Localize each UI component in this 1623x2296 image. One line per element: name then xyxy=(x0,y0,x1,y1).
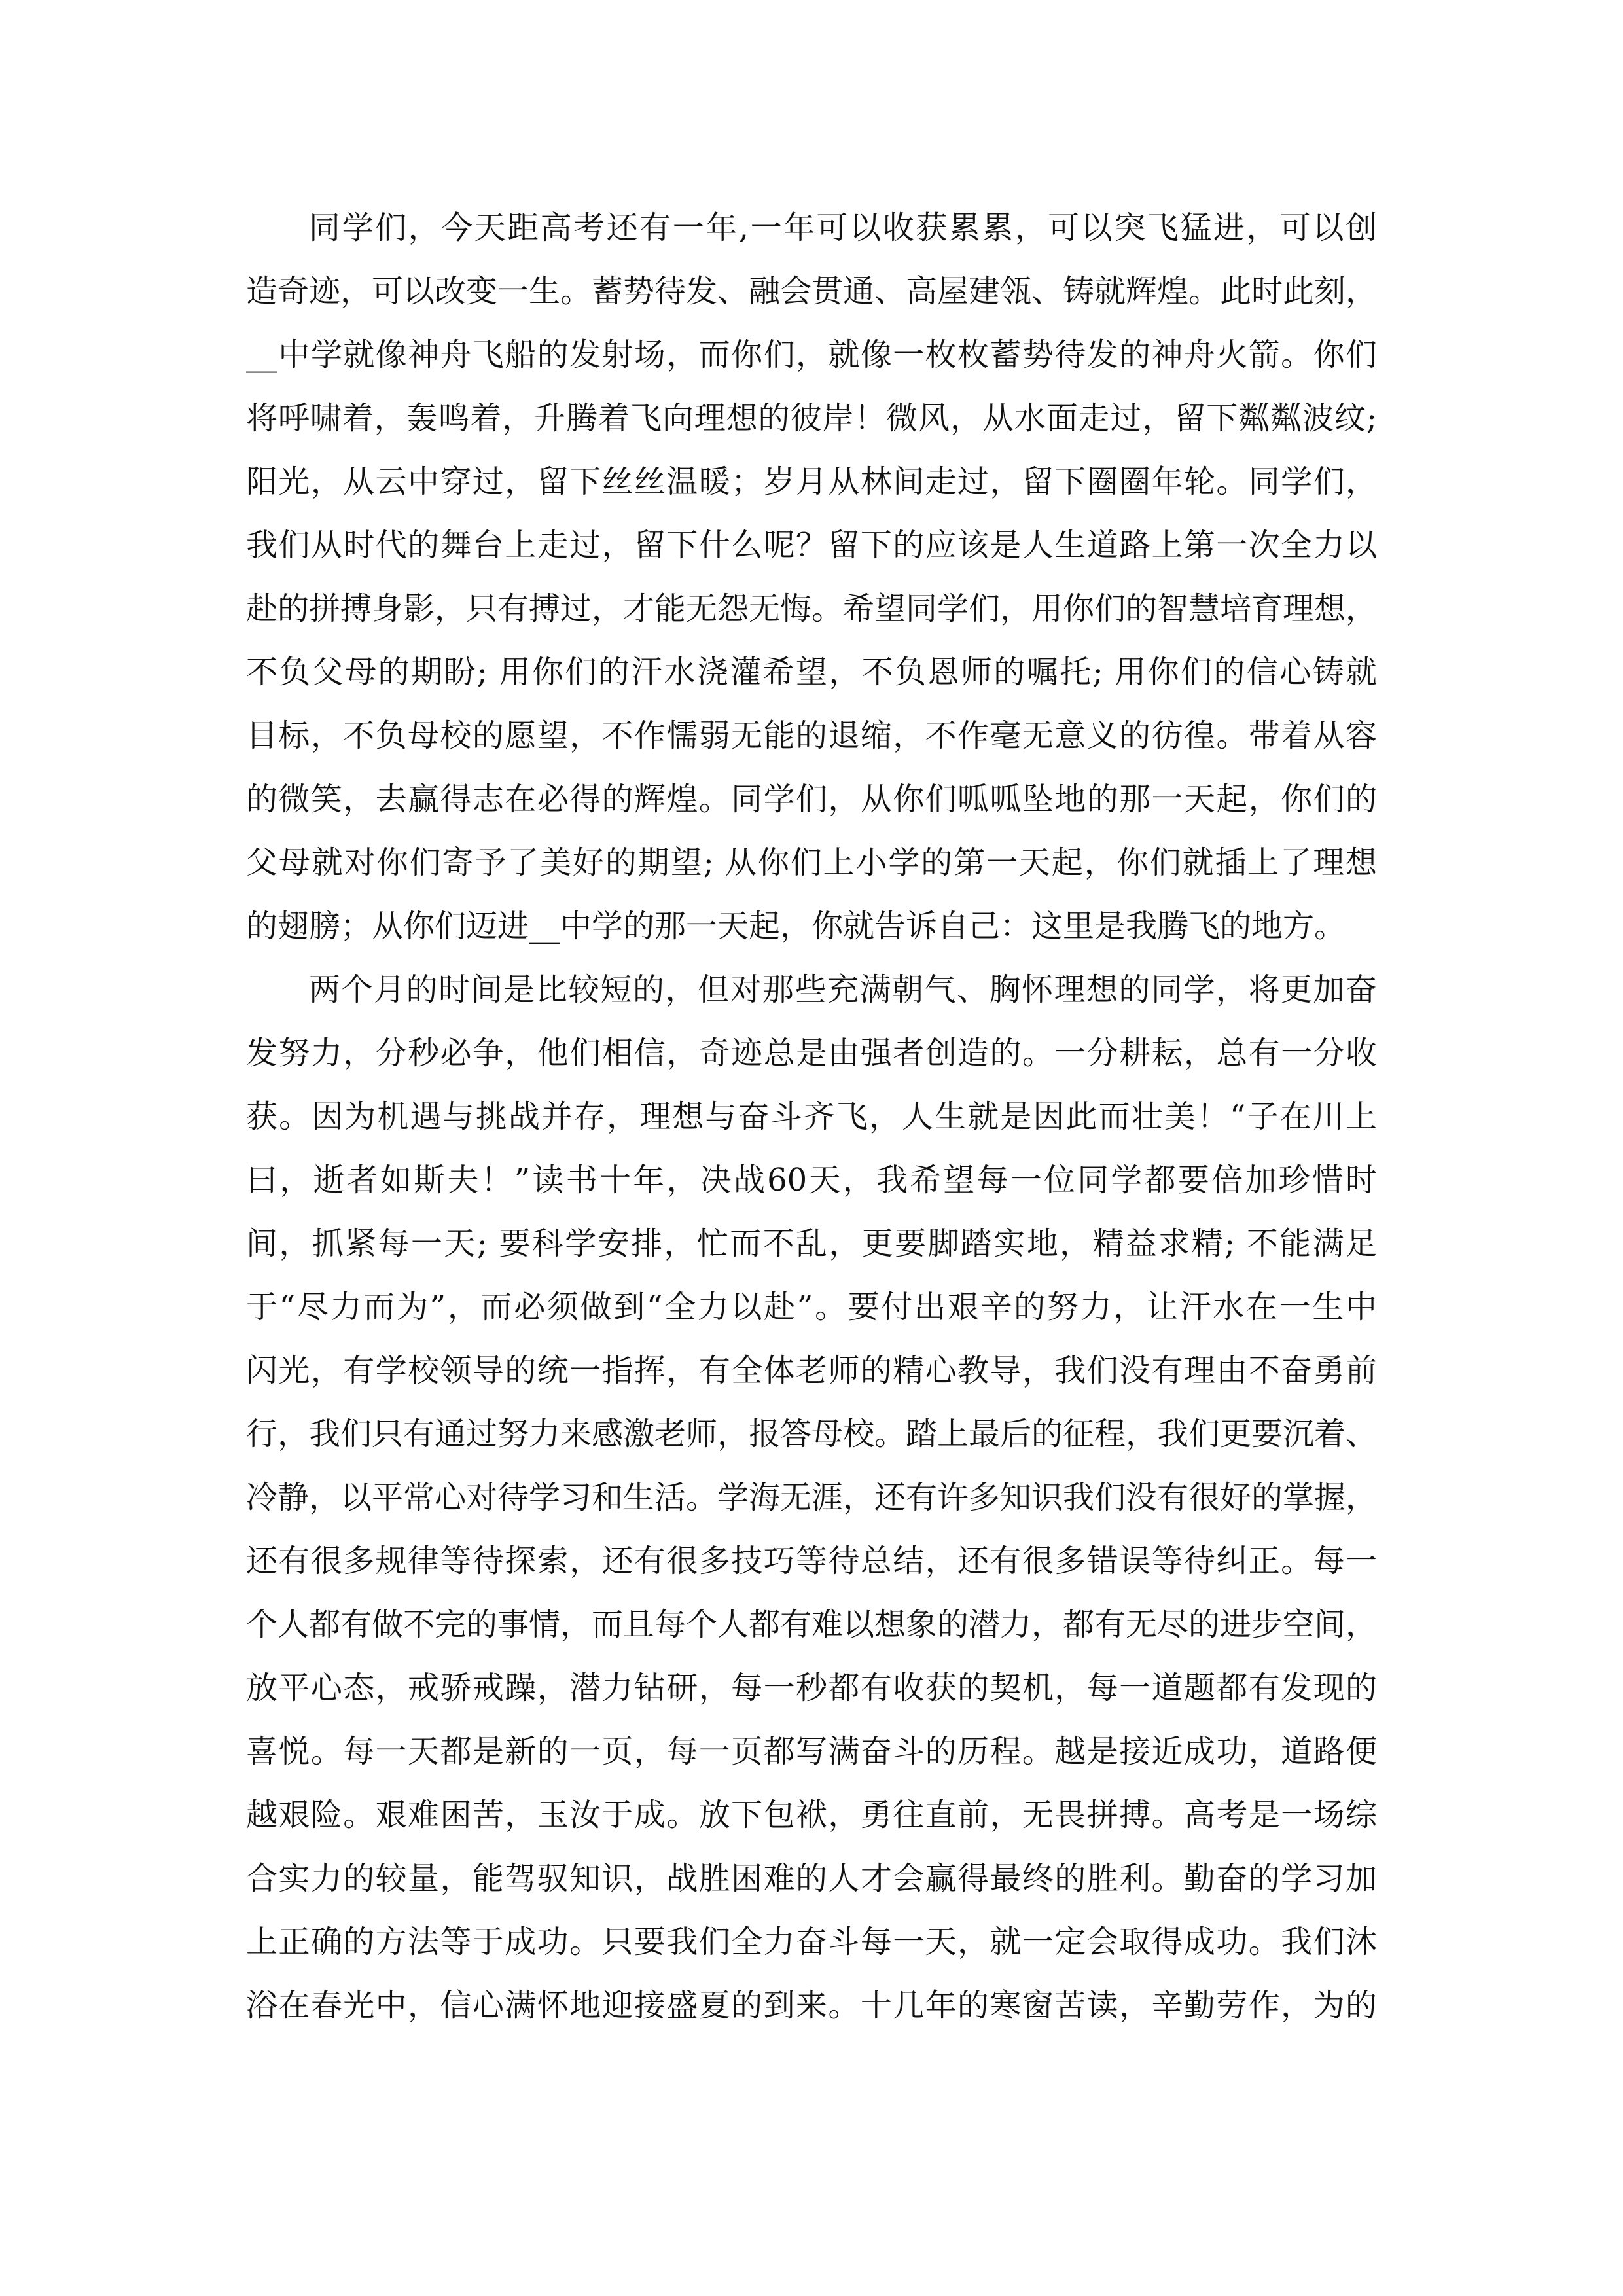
text-line: 同学们，今天距高考还有一年,一年可以收获累累，可以突飞猛进，可以创 xyxy=(309,209,1377,246)
text-line: 我们从时代的舞台上走过，留下什么呢？留下的应该是人生道路上第一次全力以 xyxy=(246,527,1377,564)
text-line: 目标，不负母校的愿望，不作懦弱无能的退缩，不作毫无意义的彷徨。带着从容 xyxy=(246,717,1377,754)
text-line: 放平心态，戒骄戒躁，潜力钻研，每一秒都有收获的契机，每一道题都有发现的 xyxy=(246,1670,1377,1706)
text-line: 造奇迹，可以改变一生。蓄势待发、融会贯通、高屋建瓴、铸就辉煌。此时此刻， xyxy=(246,273,1378,310)
text-line: 越艰险。艰难困苦，玉汝于成。放下包袱，勇往直前，无畏拼搏。高考是一场综 xyxy=(246,1797,1377,1833)
text-line: 间，抓紧每一天; 要科学安排，忙而不乱，更要脚踏实地，精益求精; 不能满足 xyxy=(246,1225,1377,1262)
text-line: 个人都有做不完的事情，而且每个人都有难以想象的潜力，都有无尽的进步空间， xyxy=(246,1606,1378,1643)
text-line: 冷静，以平常心对待学习和生活。学海无涯，还有许多知识我们没有很好的掌握， xyxy=(246,1479,1378,1516)
text-line: 赴的拼搏身影，只有搏过，才能无怨无悔。希望同学们，用你们的智慧培育理想， xyxy=(246,590,1378,627)
text-line: __中学就像神舟飞船的发射场，而你们，就像一枚枚蓄势待发的神舟火箭。你们 xyxy=(246,336,1377,373)
text-line: 合实力的较量，能驾驭知识，战胜困难的人才会赢得最终的胜利。勤奋的学习加 xyxy=(246,1860,1377,1897)
text-line: 将呼啸着，轰鸣着，升腾着飞向理想的彼岸！微风，从水面走过，留下粼粼波纹; xyxy=(246,400,1377,437)
text-line: 喜悦。每一天都是新的一页，每一页都写满奋斗的历程。越是接近成功，道路便 xyxy=(246,1733,1377,1770)
text-line: 于“尽力而为”，而必须做到“全力以赴”。要付出艰辛的努力，让汗水在一生中 xyxy=(246,1289,1377,1325)
document-body xyxy=(246,196,1377,2037)
paragraph-1 xyxy=(246,196,1377,958)
text-line: 曰，逝者如斯夫！”读书十年，决战60天，我希望每一位同学都要倍加珍惜时 xyxy=(246,1162,1377,1198)
text-line: 两个月的时间是比较短的，但对那些充满朝气、胸怀理想的同学，将更加奋 xyxy=(309,971,1377,1008)
text-line: 还有很多规律等待探索，还有很多技巧等待总结，还有很多错误等待纠正。每一 xyxy=(246,1543,1377,1579)
text-line: 发努力，分秒必争，他们相信，奇迹总是由强者创造的。一分耕耘，总有一分收 xyxy=(246,1035,1377,1071)
text-line: 行，我们只有通过努力来感激老师，报答母校。踏上最后的征程，我们更要沉着、 xyxy=(246,1416,1378,1452)
text-line: 不负父母的期盼; 用你们的汗水浇灌希望，不负恩师的嘱托; 用你们的信心铸就 xyxy=(246,654,1377,691)
text-line: 浴在春光中，信心满怀地迎接盛夏的到来。十几年的寒窗苦读，辛勤劳作，为的 xyxy=(246,1987,1377,2024)
text-line: 的翅膀；从你们迈进__中学的那一天起，你就告诉自己：这里是我腾飞的地方。 xyxy=(246,908,1346,944)
text-line: 的微笑，去赢得志在必得的辉煌。同学们，从你们呱呱坠地的那一天起，你们的 xyxy=(246,781,1377,817)
text-line: 阳光，从云中穿过，留下丝丝温暖；岁月从林间走过，留下圈圈年轮。同学们， xyxy=(246,463,1377,500)
text-line: 父母就对你们寄予了美好的期望; 从你们上小学的第一天起，你们就插上了理想 xyxy=(246,844,1377,881)
text-line: 闪光，有学校领导的统一指挥，有全体老师的精心教导，我们没有理由不奋勇前 xyxy=(246,1352,1377,1389)
text-line: 上正确的方法等于成功。只要我们全力奋斗每一天，就一定会取得成功。我们沐 xyxy=(246,1924,1377,1960)
paragraph-2 xyxy=(246,958,1377,2037)
text-line: 获。因为机遇与挑战并存，理想与奋斗齐飞，人生就是因此而壮美！“子在川上 xyxy=(246,1098,1377,1135)
